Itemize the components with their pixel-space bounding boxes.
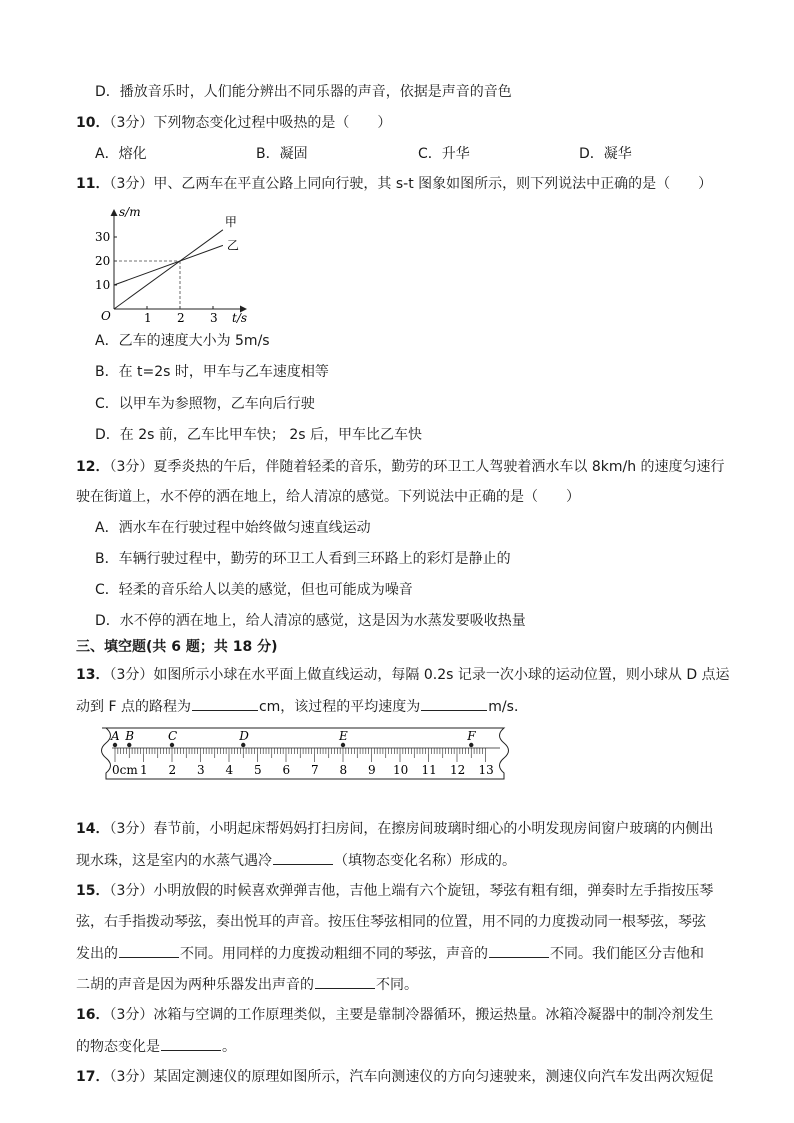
question-text: 如图所示小球在水平面上做直线运动，每隔 0.2s 记录一次小球的运动位置，则小球从 D 点运 (153, 667, 730, 683)
y-tick-label: 20 (95, 254, 111, 268)
y-axis-label: s/m (119, 205, 141, 219)
answer-blank[interactable] (489, 943, 549, 958)
x-tick-label: 1 (144, 311, 152, 324)
q11-stem (76, 174, 712, 194)
q13-line2 (76, 696, 528, 717)
q14-line2 (76, 850, 516, 871)
q9-option-d: D．播放音乐时，人们能分辨出不同乐器的声音，依据是声音的音色 (95, 84, 512, 100)
question-number: 13． (76, 667, 110, 683)
ruler-tick-label: 12 (450, 763, 466, 777)
y-tick-label: 10 (95, 278, 111, 292)
ball-position-dot (113, 743, 117, 747)
ball-position-dot (469, 743, 473, 747)
question-text: 夏季炎热的午后，伴随着轻柔的音乐，勤劳的环卫工人驾驶着洒水车以 8km/h 的速度匀速行 (153, 459, 725, 475)
q16-line1 (76, 1005, 713, 1025)
q11-option-d: D．在 2s 前，乙车比甲车快； 2s 后，甲车比乙车快 (95, 427, 422, 443)
q16-text: 。 (222, 1039, 236, 1055)
ruler-tick-label: 6 (282, 763, 291, 777)
q14-text: （填物态变化名称）形成的。 (334, 853, 516, 869)
answer-blank[interactable] (161, 1036, 221, 1051)
q15-text: 发出的 (76, 946, 118, 962)
ruler-figure (96, 722, 516, 784)
q15-text: 不同。用同样的力度拨动粗细不同的琴弦，声音的 (180, 946, 488, 962)
ruler-tick-label: 1 (140, 763, 148, 777)
q15-line2: 弦，右手指拨动琴弦，奏出悦耳的声音。按压住琴弦相同的位置，用不同的力度拨动同一根琴弦，琴弦 (76, 914, 706, 930)
question-score: （3分） (109, 667, 154, 683)
series-label: 乙 (226, 238, 239, 253)
answer-blank[interactable] (119, 943, 179, 958)
ruler-tick-label: 9 (368, 763, 376, 777)
ruler-tick-label: 3 (197, 763, 205, 777)
question-number: 16． (76, 1007, 110, 1023)
q12-option-c: C．轻柔的音乐给人以美的感觉，但也可能成为噪音 (95, 582, 413, 598)
q13-text: 动到 F 点的路程为 (76, 699, 191, 715)
st-graph (92, 204, 252, 324)
q11-option-b: B．在 t=2s 时，甲车与乙车速度相等 (95, 364, 329, 380)
series-line-yi (114, 245, 223, 285)
ruler-tick-label: 4 (225, 763, 234, 777)
ruler-tick-label: 8 (339, 763, 348, 777)
q11-option-a: A．乙车的速度大小为 5m/s (95, 333, 270, 349)
question-text: 春节前，小明起床帮妈妈打扫房间，在擦房间玻璃时细心的小明发现房间窗户玻璃的内侧出 (153, 821, 714, 837)
x-tick-label: 3 (210, 311, 218, 324)
q12-option-b: B．车辆行驶过程中，勤劳的环卫工人看到三环路上的彩灯是静止的 (95, 551, 511, 567)
q14-text: 现水珠，这是室内的水蒸气遇冷 (76, 853, 272, 869)
question-text: 某固定测速仪的原理如图所示，汽车向测速仪的方向匀速驶来，测速仪向汽车发出两次短促 (153, 1069, 714, 1085)
question-score: （3分） (109, 459, 154, 475)
series-label: 甲 (224, 214, 237, 229)
x-axis-label: t/s (232, 311, 248, 324)
ball-position-label: B (125, 729, 135, 743)
q15-line3 (76, 943, 704, 964)
q17-line1 (76, 1067, 713, 1087)
q11-option-c: C．以甲车为参照物，乙车向后行驶 (95, 396, 315, 412)
question-text: 下列物态变化过程中吸热的是（ ） (153, 115, 392, 131)
origin-label: O (101, 309, 111, 323)
q14-line1 (76, 819, 713, 839)
q13-text: cm，该过程的平均速度为 (258, 699, 421, 715)
question-score: （3分） (109, 821, 154, 837)
ball-position-dot (127, 743, 131, 747)
q16-line2 (76, 1036, 236, 1057)
q10-stem (76, 113, 391, 133)
q15-line4 (76, 974, 418, 995)
q10-option-d: D．凝华 (579, 146, 632, 162)
ruler-tick-label: 2 (168, 763, 177, 777)
question-text: 小明放假的时候喜欢弹弹吉他，吉他上端有六个旋钮，琴弦有粗有细，弹奏时左手指按压琴 (153, 883, 714, 899)
ruler-tick-label: 13 (478, 763, 494, 777)
question-score: （3分） (109, 176, 154, 192)
q15-text: 不同。 (376, 977, 418, 993)
q15-text: 二胡的声音是因为两种乐器发出声音的 (76, 977, 314, 993)
q10-option-b: B．凝固 (256, 146, 308, 162)
ruler-tick-label: 7 (311, 763, 319, 777)
ball-position-dot (241, 743, 245, 747)
ball-position-dot (341, 743, 345, 747)
question-text: 冰箱与空调的工作原理类似，主要是靠制冷器循环，搬运热量。冰箱冷凝器中的制冷剂发生 (153, 1007, 714, 1023)
series-line-jia (114, 230, 223, 309)
q15-text: 不同。我们能区分吉他和 (550, 946, 704, 962)
question-number: 14． (76, 821, 110, 837)
ball-position-label: D (239, 729, 249, 743)
question-number: 12． (76, 459, 110, 475)
x-tick-label: 2 (177, 311, 185, 324)
answer-blank[interactable] (273, 850, 333, 865)
ruler-tape (102, 728, 509, 779)
section-title: 三、填空题(共 6 题；共 18 分) (76, 639, 278, 655)
q12-stem-line2: 驶在街道上，水不停的洒在地上，给人清凉的感觉。下列说法中正确的是（ ） (76, 489, 580, 505)
answer-blank[interactable] (315, 974, 375, 989)
ruler-tick-label: 10 (393, 763, 409, 777)
answer-blank[interactable] (192, 696, 258, 711)
question-text: 甲、乙两车在平直公路上同向行驶，其 s-t 图象如图所示，则下列说法中正确的是（ ） (153, 176, 713, 192)
q13-line1 (76, 665, 730, 685)
q15-line1 (76, 881, 713, 901)
ball-position-dot (170, 743, 174, 747)
question-number: 17． (76, 1069, 110, 1085)
ball-position-label: E (339, 729, 348, 743)
y-tick-label: 30 (95, 230, 111, 244)
question-score: （3分） (109, 1007, 154, 1023)
ball-position-label: A (111, 729, 120, 743)
question-number: 15． (76, 883, 110, 899)
q13-text: m/s． (488, 699, 528, 715)
q12-option-a: A．洒水车在行驶过程中始终做匀速直线运动 (95, 520, 371, 536)
q10-option-c: C．升华 (418, 146, 470, 162)
ball-position-label: F (467, 729, 476, 743)
ruler-tick-label: 5 (254, 763, 262, 777)
question-score: （3分） (109, 883, 154, 899)
q16-text: 的物态变化是 (76, 1039, 160, 1055)
y-axis-arrow (111, 209, 118, 216)
q12-stem-line1 (76, 457, 725, 477)
ball-position-label: C (168, 729, 178, 743)
q12-option-d: D．水不停的洒在地上，给人清凉的感觉，这是因为水蒸发要吸收热量 (95, 613, 526, 629)
ruler-tick-label: 11 (421, 763, 437, 777)
ruler-tick-label: 0cm (112, 763, 138, 777)
answer-blank[interactable] (421, 696, 487, 711)
question-number: 11． (76, 176, 110, 192)
question-score: （3分） (109, 1069, 154, 1085)
question-score: （3分） (109, 115, 154, 131)
question-number: 10． (76, 115, 110, 131)
q10-option-a: A．熔化 (95, 146, 147, 162)
